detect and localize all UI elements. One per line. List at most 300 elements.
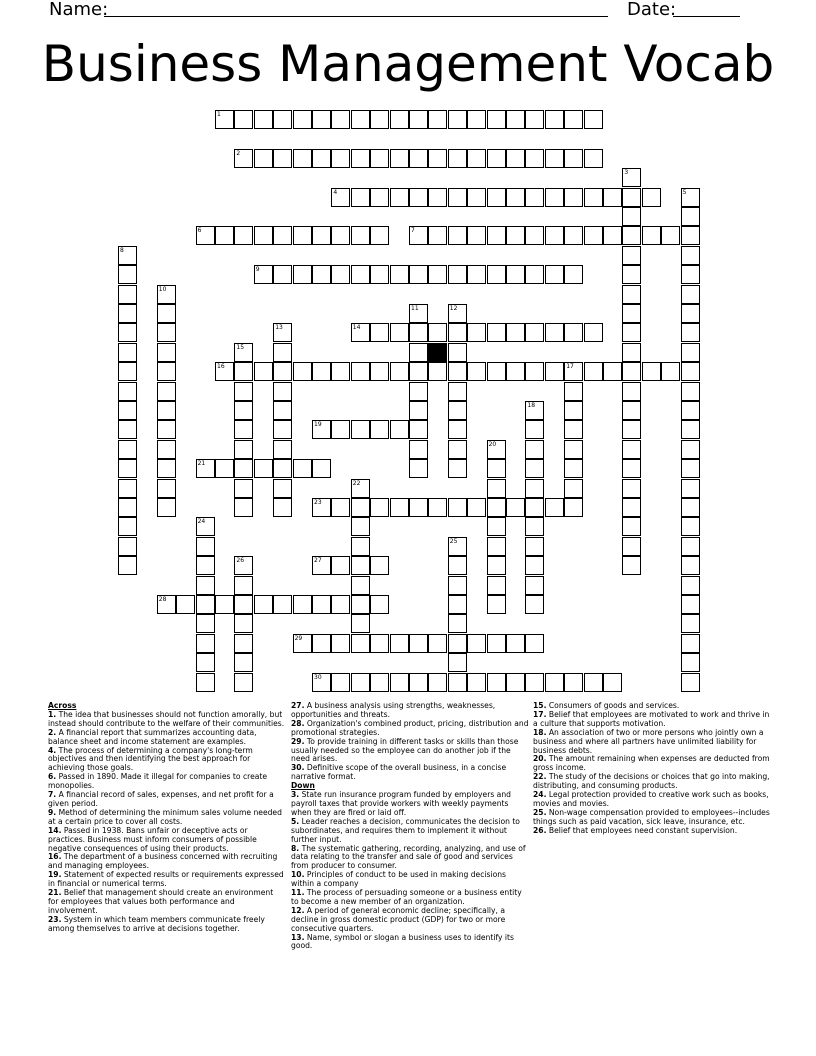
grid-cell[interactable] bbox=[622, 226, 641, 245]
grid-cell[interactable] bbox=[331, 226, 350, 245]
grid-cell[interactable] bbox=[157, 323, 176, 342]
grid-cell[interactable] bbox=[196, 537, 215, 556]
grid-cell[interactable] bbox=[234, 614, 253, 633]
grid-cell[interactable] bbox=[487, 576, 506, 595]
grid-cell[interactable] bbox=[157, 382, 176, 401]
grid-cell[interactable] bbox=[448, 304, 467, 323]
grid-cell[interactable] bbox=[312, 595, 331, 614]
grid-cell[interactable] bbox=[681, 401, 700, 420]
grid-cell[interactable] bbox=[448, 401, 467, 420]
grid-cell[interactable] bbox=[642, 188, 661, 207]
grid-cell[interactable] bbox=[370, 634, 389, 653]
grid-cell[interactable] bbox=[661, 226, 680, 245]
grid-cell[interactable] bbox=[409, 226, 428, 245]
grid-cell[interactable] bbox=[487, 188, 506, 207]
grid-cell[interactable] bbox=[448, 382, 467, 401]
grid-cell[interactable] bbox=[390, 323, 409, 342]
grid-cell[interactable] bbox=[448, 343, 467, 362]
grid-cell[interactable] bbox=[525, 420, 544, 439]
grid-cell[interactable] bbox=[273, 323, 292, 342]
grid-cell[interactable] bbox=[118, 401, 137, 420]
grid-cell[interactable] bbox=[525, 226, 544, 245]
grid-cell[interactable] bbox=[390, 420, 409, 439]
grid-cell[interactable] bbox=[293, 149, 312, 168]
grid-cell[interactable] bbox=[428, 323, 447, 342]
grid-cell[interactable] bbox=[564, 459, 583, 478]
grid-cell[interactable] bbox=[681, 556, 700, 575]
grid-cell[interactable] bbox=[234, 673, 253, 692]
grid-cell[interactable] bbox=[622, 498, 641, 517]
grid-cell[interactable] bbox=[234, 498, 253, 517]
grid-cell[interactable] bbox=[525, 595, 544, 614]
grid-cell[interactable] bbox=[622, 323, 641, 342]
grid-cell[interactable] bbox=[564, 382, 583, 401]
grid-cell[interactable] bbox=[254, 149, 273, 168]
grid-cell[interactable] bbox=[293, 459, 312, 478]
grid-cell[interactable] bbox=[351, 634, 370, 653]
grid-cell[interactable] bbox=[448, 498, 467, 517]
grid-cell[interactable] bbox=[293, 595, 312, 614]
grid-cell[interactable] bbox=[390, 634, 409, 653]
grid-cell[interactable] bbox=[448, 537, 467, 556]
grid-cell[interactable] bbox=[681, 498, 700, 517]
grid-cell[interactable] bbox=[622, 362, 641, 381]
grid-cell[interactable] bbox=[681, 634, 700, 653]
grid-cell[interactable] bbox=[622, 265, 641, 284]
grid-cell[interactable] bbox=[681, 479, 700, 498]
grid-cell[interactable] bbox=[487, 226, 506, 245]
grid-cell[interactable] bbox=[448, 188, 467, 207]
grid-cell[interactable] bbox=[370, 673, 389, 692]
grid-cell[interactable] bbox=[312, 110, 331, 129]
grid-cell[interactable] bbox=[448, 149, 467, 168]
grid-cell[interactable] bbox=[487, 634, 506, 653]
grid-cell[interactable] bbox=[487, 459, 506, 478]
grid-cell[interactable] bbox=[273, 479, 292, 498]
grid-cell[interactable] bbox=[331, 634, 350, 653]
grid-cell[interactable] bbox=[157, 420, 176, 439]
grid-cell[interactable] bbox=[622, 420, 641, 439]
grid-cell[interactable] bbox=[273, 110, 292, 129]
grid-cell[interactable] bbox=[487, 479, 506, 498]
grid-cell[interactable] bbox=[448, 323, 467, 342]
grid-cell[interactable] bbox=[564, 440, 583, 459]
grid-cell[interactable] bbox=[331, 149, 350, 168]
grid-cell[interactable] bbox=[351, 110, 370, 129]
grid-cell[interactable] bbox=[234, 382, 253, 401]
grid-cell[interactable] bbox=[584, 673, 603, 692]
grid-cell[interactable] bbox=[409, 362, 428, 381]
grid-cell[interactable] bbox=[584, 110, 603, 129]
grid-cell[interactable] bbox=[118, 556, 137, 575]
grid-cell[interactable] bbox=[215, 110, 234, 129]
grid-cell[interactable] bbox=[234, 595, 253, 614]
grid-cell[interactable] bbox=[196, 614, 215, 633]
grid-cell[interactable] bbox=[254, 226, 273, 245]
grid-cell[interactable] bbox=[273, 265, 292, 284]
grid-cell[interactable] bbox=[448, 595, 467, 614]
grid-cell[interactable] bbox=[118, 323, 137, 342]
grid-cell[interactable] bbox=[584, 149, 603, 168]
grid-cell[interactable] bbox=[293, 265, 312, 284]
grid-cell[interactable] bbox=[370, 265, 389, 284]
grid-cell[interactable] bbox=[448, 576, 467, 595]
grid-cell[interactable] bbox=[584, 362, 603, 381]
grid-cell[interactable] bbox=[448, 420, 467, 439]
grid-cell[interactable] bbox=[157, 459, 176, 478]
grid-cell[interactable] bbox=[681, 285, 700, 304]
grid-cell[interactable] bbox=[234, 653, 253, 672]
grid-cell[interactable] bbox=[448, 614, 467, 633]
grid-cell[interactable] bbox=[428, 673, 447, 692]
grid-cell[interactable] bbox=[525, 188, 544, 207]
grid-cell[interactable] bbox=[331, 556, 350, 575]
grid-cell[interactable] bbox=[564, 498, 583, 517]
grid-cell[interactable] bbox=[545, 362, 564, 381]
grid-cell[interactable] bbox=[506, 110, 525, 129]
grid-cell[interactable] bbox=[564, 110, 583, 129]
grid-cell[interactable] bbox=[525, 498, 544, 517]
grid-cell[interactable] bbox=[564, 420, 583, 439]
grid-cell[interactable] bbox=[254, 110, 273, 129]
grid-cell[interactable] bbox=[428, 226, 447, 245]
grid-cell[interactable] bbox=[681, 343, 700, 362]
grid-cell[interactable] bbox=[681, 653, 700, 672]
grid-cell[interactable] bbox=[118, 285, 137, 304]
grid-cell[interactable] bbox=[428, 362, 447, 381]
grid-cell[interactable] bbox=[622, 401, 641, 420]
grid-cell[interactable] bbox=[681, 226, 700, 245]
grid-cell[interactable] bbox=[622, 556, 641, 575]
grid-cell[interactable] bbox=[370, 498, 389, 517]
grid-cell[interactable] bbox=[525, 673, 544, 692]
grid-cell[interactable] bbox=[622, 246, 641, 265]
grid-cell[interactable] bbox=[681, 459, 700, 478]
grid-cell[interactable] bbox=[273, 226, 292, 245]
grid-cell[interactable] bbox=[293, 362, 312, 381]
grid-cell[interactable] bbox=[448, 673, 467, 692]
grid-cell[interactable] bbox=[351, 149, 370, 168]
grid-cell[interactable] bbox=[234, 479, 253, 498]
grid-cell[interactable] bbox=[370, 595, 389, 614]
grid-cell[interactable] bbox=[622, 304, 641, 323]
grid-cell[interactable] bbox=[525, 110, 544, 129]
grid-cell[interactable] bbox=[370, 323, 389, 342]
grid-cell[interactable] bbox=[467, 673, 486, 692]
grid-cell[interactable] bbox=[273, 420, 292, 439]
grid-cell[interactable] bbox=[157, 595, 176, 614]
grid-cell[interactable] bbox=[506, 323, 525, 342]
grid-cell[interactable] bbox=[564, 362, 583, 381]
grid-cell[interactable] bbox=[409, 673, 428, 692]
grid-cell[interactable] bbox=[506, 673, 525, 692]
grid-cell[interactable] bbox=[525, 149, 544, 168]
grid-cell[interactable] bbox=[467, 149, 486, 168]
grid-cell[interactable] bbox=[409, 498, 428, 517]
grid-cell[interactable] bbox=[622, 188, 641, 207]
grid-cell[interactable] bbox=[409, 459, 428, 478]
grid-cell[interactable] bbox=[681, 614, 700, 633]
grid-cell[interactable] bbox=[254, 362, 273, 381]
grid-cell[interactable] bbox=[564, 188, 583, 207]
grid-cell[interactable] bbox=[525, 440, 544, 459]
grid-cell[interactable] bbox=[681, 323, 700, 342]
grid-cell[interactable] bbox=[681, 304, 700, 323]
grid-cell[interactable] bbox=[157, 362, 176, 381]
grid-cell[interactable] bbox=[622, 479, 641, 498]
grid-cell[interactable] bbox=[467, 188, 486, 207]
grid-cell[interactable] bbox=[622, 537, 641, 556]
grid-cell[interactable] bbox=[234, 226, 253, 245]
grid-cell[interactable] bbox=[215, 595, 234, 614]
grid-cell[interactable] bbox=[196, 673, 215, 692]
grid-cell[interactable] bbox=[428, 634, 447, 653]
grid-cell[interactable] bbox=[215, 459, 234, 478]
grid-cell[interactable] bbox=[390, 673, 409, 692]
grid-cell[interactable] bbox=[254, 459, 273, 478]
grid-cell[interactable] bbox=[584, 323, 603, 342]
grid-cell[interactable] bbox=[564, 265, 583, 284]
grid-cell[interactable] bbox=[448, 634, 467, 653]
grid-cell[interactable] bbox=[487, 673, 506, 692]
grid-cell[interactable] bbox=[545, 323, 564, 342]
grid-cell[interactable] bbox=[234, 576, 253, 595]
grid-cell[interactable] bbox=[487, 265, 506, 284]
grid-cell[interactable] bbox=[273, 401, 292, 420]
grid-cell[interactable] bbox=[254, 595, 273, 614]
grid-cell[interactable] bbox=[545, 498, 564, 517]
grid-cell[interactable] bbox=[545, 265, 564, 284]
grid-cell[interactable] bbox=[467, 110, 486, 129]
grid-cell[interactable] bbox=[525, 401, 544, 420]
grid-cell[interactable] bbox=[196, 459, 215, 478]
grid-cell[interactable] bbox=[390, 362, 409, 381]
grid-cell[interactable] bbox=[409, 420, 428, 439]
grid-cell[interactable] bbox=[370, 420, 389, 439]
grid-cell[interactable] bbox=[428, 265, 447, 284]
grid-cell[interactable] bbox=[234, 440, 253, 459]
grid-cell[interactable] bbox=[312, 226, 331, 245]
grid-cell[interactable] bbox=[681, 188, 700, 207]
grid-cell[interactable] bbox=[293, 634, 312, 653]
grid-cell[interactable] bbox=[157, 440, 176, 459]
grid-cell[interactable] bbox=[622, 459, 641, 478]
grid-cell[interactable] bbox=[681, 673, 700, 692]
grid-cell[interactable] bbox=[351, 362, 370, 381]
grid-cell[interactable] bbox=[564, 401, 583, 420]
grid-cell[interactable] bbox=[390, 188, 409, 207]
grid-cell[interactable] bbox=[331, 188, 350, 207]
grid-cell[interactable] bbox=[176, 595, 195, 614]
grid-cell[interactable] bbox=[487, 110, 506, 129]
grid-cell[interactable] bbox=[525, 537, 544, 556]
grid-cell[interactable] bbox=[273, 498, 292, 517]
grid-cell[interactable] bbox=[506, 265, 525, 284]
grid-cell[interactable] bbox=[409, 401, 428, 420]
grid-cell[interactable] bbox=[390, 498, 409, 517]
grid-cell[interactable] bbox=[312, 634, 331, 653]
grid-cell[interactable] bbox=[506, 498, 525, 517]
grid-cell[interactable] bbox=[331, 498, 350, 517]
grid-cell[interactable] bbox=[525, 265, 544, 284]
grid-cell[interactable] bbox=[118, 343, 137, 362]
grid-cell[interactable] bbox=[118, 382, 137, 401]
grid-cell[interactable] bbox=[584, 188, 603, 207]
grid-cell[interactable] bbox=[157, 304, 176, 323]
grid-cell[interactable] bbox=[428, 110, 447, 129]
grid-cell[interactable] bbox=[390, 265, 409, 284]
grid-cell[interactable] bbox=[681, 420, 700, 439]
grid-cell[interactable] bbox=[118, 459, 137, 478]
grid-cell[interactable] bbox=[157, 343, 176, 362]
grid-cell[interactable] bbox=[331, 595, 350, 614]
grid-cell[interactable] bbox=[312, 556, 331, 575]
grid-cell[interactable] bbox=[215, 362, 234, 381]
grid-cell[interactable] bbox=[254, 265, 273, 284]
grid-cell[interactable] bbox=[487, 498, 506, 517]
grid-cell[interactable] bbox=[312, 149, 331, 168]
grid-cell[interactable] bbox=[622, 382, 641, 401]
grid-cell[interactable] bbox=[234, 420, 253, 439]
grid-cell[interactable] bbox=[622, 285, 641, 304]
grid-cell[interactable] bbox=[370, 556, 389, 575]
grid-cell[interactable] bbox=[448, 362, 467, 381]
grid-cell[interactable] bbox=[234, 362, 253, 381]
grid-cell[interactable] bbox=[409, 149, 428, 168]
grid-cell[interactable] bbox=[370, 362, 389, 381]
grid-cell[interactable] bbox=[642, 362, 661, 381]
grid-cell[interactable] bbox=[351, 673, 370, 692]
grid-cell[interactable] bbox=[157, 498, 176, 517]
grid-cell[interactable] bbox=[622, 517, 641, 536]
grid-cell[interactable] bbox=[467, 323, 486, 342]
grid-cell[interactable] bbox=[467, 226, 486, 245]
grid-cell[interactable] bbox=[448, 226, 467, 245]
grid-cell[interactable] bbox=[390, 110, 409, 129]
grid-cell[interactable] bbox=[506, 149, 525, 168]
grid-cell[interactable] bbox=[351, 517, 370, 536]
grid-cell[interactable] bbox=[487, 537, 506, 556]
grid-cell[interactable] bbox=[525, 634, 544, 653]
grid-cell[interactable] bbox=[351, 323, 370, 342]
grid-cell[interactable] bbox=[448, 265, 467, 284]
grid-cell[interactable] bbox=[603, 673, 622, 692]
grid-cell[interactable] bbox=[487, 595, 506, 614]
grid-cell[interactable] bbox=[215, 226, 234, 245]
grid-cell[interactable] bbox=[525, 517, 544, 536]
grid-cell[interactable] bbox=[448, 556, 467, 575]
grid-cell[interactable] bbox=[273, 149, 292, 168]
grid-cell[interactable] bbox=[196, 595, 215, 614]
grid-cell[interactable] bbox=[681, 207, 700, 226]
grid-cell[interactable] bbox=[196, 226, 215, 245]
grid-cell[interactable] bbox=[370, 149, 389, 168]
grid-cell[interactable] bbox=[273, 440, 292, 459]
grid-cell[interactable] bbox=[351, 576, 370, 595]
grid-cell[interactable] bbox=[409, 634, 428, 653]
grid-cell[interactable] bbox=[351, 556, 370, 575]
grid-cell[interactable] bbox=[273, 459, 292, 478]
grid-cell[interactable] bbox=[351, 537, 370, 556]
grid-cell[interactable] bbox=[234, 556, 253, 575]
grid-cell[interactable] bbox=[467, 498, 486, 517]
grid-cell[interactable] bbox=[661, 362, 680, 381]
grid-cell[interactable] bbox=[642, 226, 661, 245]
grid-cell[interactable] bbox=[603, 362, 622, 381]
grid-cell[interactable] bbox=[681, 265, 700, 284]
grid-cell[interactable] bbox=[312, 420, 331, 439]
grid-cell[interactable] bbox=[622, 168, 641, 187]
grid-cell[interactable] bbox=[525, 459, 544, 478]
grid-cell[interactable] bbox=[293, 226, 312, 245]
grid-cell[interactable] bbox=[331, 420, 350, 439]
grid-cell[interactable] bbox=[234, 149, 253, 168]
grid-cell[interactable] bbox=[448, 459, 467, 478]
grid-cell[interactable] bbox=[564, 479, 583, 498]
grid-cell[interactable] bbox=[506, 362, 525, 381]
grid-cell[interactable] bbox=[603, 188, 622, 207]
grid-cell[interactable] bbox=[564, 149, 583, 168]
grid-cell[interactable] bbox=[409, 265, 428, 284]
grid-cell[interactable] bbox=[331, 265, 350, 284]
grid-cell[interactable] bbox=[564, 323, 583, 342]
grid-cell[interactable] bbox=[564, 226, 583, 245]
grid-cell[interactable] bbox=[409, 343, 428, 362]
grid-cell[interactable] bbox=[681, 576, 700, 595]
grid-cell[interactable] bbox=[467, 634, 486, 653]
grid-cell[interactable] bbox=[196, 653, 215, 672]
grid-cell[interactable] bbox=[545, 149, 564, 168]
grid-cell[interactable] bbox=[545, 110, 564, 129]
grid-cell[interactable] bbox=[273, 343, 292, 362]
grid-cell[interactable] bbox=[196, 634, 215, 653]
grid-cell[interactable] bbox=[331, 673, 350, 692]
grid-cell[interactable] bbox=[118, 362, 137, 381]
grid-cell[interactable] bbox=[681, 440, 700, 459]
grid-cell[interactable] bbox=[681, 362, 700, 381]
grid-cell[interactable] bbox=[390, 149, 409, 168]
grid-cell[interactable] bbox=[681, 382, 700, 401]
grid-cell[interactable] bbox=[428, 498, 447, 517]
grid-cell[interactable] bbox=[584, 226, 603, 245]
grid-cell[interactable] bbox=[118, 537, 137, 556]
grid-cell[interactable] bbox=[273, 362, 292, 381]
grid-cell[interactable] bbox=[545, 226, 564, 245]
grid-cell[interactable] bbox=[409, 110, 428, 129]
grid-cell[interactable] bbox=[525, 576, 544, 595]
grid-cell[interactable] bbox=[157, 285, 176, 304]
grid-cell[interactable] bbox=[234, 343, 253, 362]
grid-cell[interactable] bbox=[409, 323, 428, 342]
grid-cell[interactable] bbox=[312, 459, 331, 478]
grid-cell[interactable] bbox=[351, 265, 370, 284]
grid-cell[interactable] bbox=[448, 110, 467, 129]
grid-cell[interactable] bbox=[681, 517, 700, 536]
grid-cell[interactable] bbox=[564, 673, 583, 692]
grid-cell[interactable] bbox=[312, 498, 331, 517]
grid-cell[interactable] bbox=[487, 323, 506, 342]
grid-cell[interactable] bbox=[428, 188, 447, 207]
grid-cell[interactable] bbox=[525, 556, 544, 575]
grid-cell[interactable] bbox=[118, 498, 137, 517]
grid-cell[interactable] bbox=[234, 110, 253, 129]
grid-cell[interactable] bbox=[118, 265, 137, 284]
grid-cell[interactable] bbox=[487, 556, 506, 575]
grid-cell[interactable] bbox=[409, 382, 428, 401]
grid-cell[interactable] bbox=[448, 440, 467, 459]
grid-cell[interactable] bbox=[312, 673, 331, 692]
grid-cell[interactable] bbox=[370, 110, 389, 129]
